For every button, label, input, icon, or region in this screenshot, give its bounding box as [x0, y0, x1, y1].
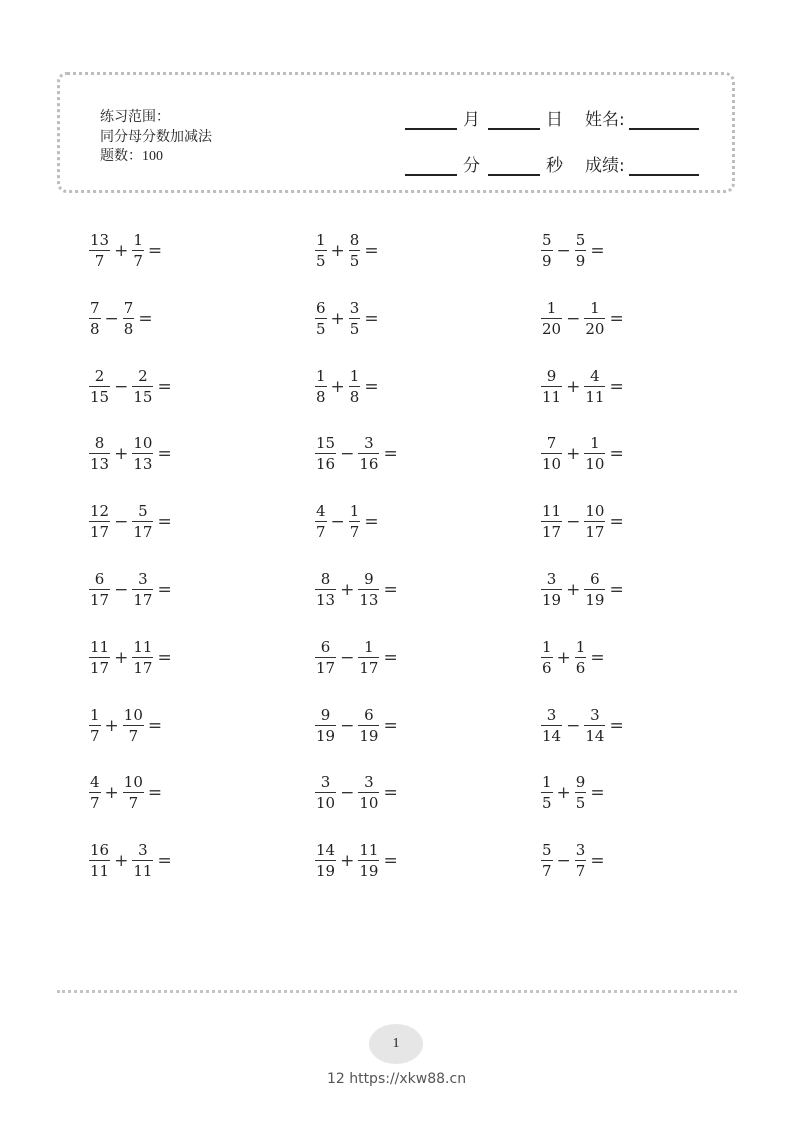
numerator: 11 — [542, 502, 562, 521]
denominator: 9 — [542, 252, 552, 270]
numerator: 8 — [349, 231, 360, 249]
month-blank[interactable] — [405, 110, 457, 130]
equals-sign: = — [590, 241, 605, 261]
equals-sign: = — [383, 851, 398, 872]
numerator: 12 — [90, 502, 110, 521]
equals-sign: = — [383, 580, 398, 600]
denominator: 11 — [90, 862, 110, 881]
equals-sign: = — [383, 647, 398, 668]
fraction-b — [358, 572, 379, 608]
fraction-b — [584, 572, 605, 608]
second-blank[interactable] — [488, 156, 540, 176]
numerator: 10 — [123, 705, 143, 724]
equals-sign: = — [157, 851, 172, 872]
denominator: 5 — [349, 252, 360, 270]
equals-sign: = — [590, 851, 605, 872]
fraction-a — [541, 298, 562, 338]
denominator: 13 — [90, 455, 110, 474]
numerator: 3 — [320, 773, 331, 792]
equals-sign: = — [609, 308, 624, 329]
fraction-b — [575, 775, 587, 811]
fraction-a — [315, 298, 327, 338]
fraction-b — [132, 637, 153, 677]
equals-sign: = — [364, 241, 379, 261]
fraction-a — [541, 572, 562, 608]
numerator: 3 — [364, 773, 374, 792]
denominator: 20 — [542, 319, 562, 338]
fraction-b — [349, 233, 361, 269]
numerator: 4 — [590, 366, 600, 385]
fraction-problem — [315, 705, 398, 745]
fraction-b — [132, 843, 153, 879]
operator: + — [340, 851, 355, 872]
equals-sign: = — [590, 783, 605, 804]
denominator: 11 — [133, 862, 153, 881]
minute-label: 分 — [463, 156, 480, 176]
fraction-problem — [541, 705, 624, 745]
fraction-problem — [89, 436, 172, 472]
numerator: 3 — [590, 705, 600, 724]
fraction-problem — [541, 233, 605, 269]
fraction-a — [315, 637, 336, 677]
numerator: 6 — [590, 570, 600, 588]
numerator: 1 — [133, 231, 143, 249]
denominator: 7 — [90, 794, 100, 813]
numerator: 4 — [90, 773, 100, 792]
denominator: 8 — [316, 387, 326, 406]
numerator: 6 — [320, 637, 331, 656]
operator: − — [104, 308, 119, 329]
numerator: 11 — [359, 841, 379, 860]
equals-sign: = — [157, 580, 172, 600]
fraction-a — [315, 843, 336, 879]
fraction-a — [541, 705, 562, 745]
score-blank[interactable] — [629, 156, 699, 176]
denominator: 10 — [585, 455, 605, 474]
denominator: 13 — [359, 591, 379, 609]
time-score-row — [405, 151, 699, 176]
fraction-a — [89, 436, 110, 472]
denominator: 19 — [316, 862, 336, 881]
operator: − — [340, 783, 355, 804]
numerator: 2 — [94, 366, 105, 385]
fraction-b — [575, 637, 587, 677]
operator: − — [556, 241, 571, 261]
fraction-b — [584, 705, 605, 745]
fraction-problem — [315, 572, 398, 608]
fraction-a — [89, 775, 101, 811]
denominator: 17 — [133, 591, 153, 609]
denominator: 5 — [349, 319, 360, 338]
fraction-problem — [315, 298, 379, 338]
equals-sign: = — [138, 308, 153, 329]
operator: − — [114, 376, 129, 397]
denominator: 19 — [359, 862, 379, 881]
fraction-problem — [315, 843, 398, 879]
fraction-problem — [89, 843, 172, 879]
denominator: 19 — [359, 726, 379, 745]
fraction-problem — [541, 436, 624, 472]
date-name-row — [405, 105, 699, 130]
equals-sign: = — [383, 783, 398, 804]
numerator: 5 — [575, 231, 586, 249]
operator: − — [114, 512, 129, 533]
numerator: 3 — [575, 841, 586, 860]
equals-sign: = — [383, 715, 398, 736]
fraction-problem — [315, 436, 398, 472]
denominator: 9 — [575, 252, 586, 270]
fraction-problem — [315, 775, 398, 811]
equals-sign: = — [147, 783, 163, 804]
fraction-b — [584, 436, 605, 472]
fraction-a — [315, 504, 327, 540]
fraction-problem — [315, 366, 379, 406]
name-label: 姓名: — [585, 110, 625, 130]
numerator: 6 — [94, 570, 105, 588]
worksheet-header — [57, 72, 735, 193]
numerator: 7 — [546, 434, 557, 453]
fraction-a — [89, 705, 101, 745]
range-value: 同分母分数加减法 — [100, 129, 212, 145]
numerator: 5 — [138, 502, 148, 521]
numerator: 10 — [123, 773, 143, 792]
numerator: 2 — [138, 366, 148, 385]
operator: + — [566, 580, 581, 600]
question-count: 题数：100 — [100, 149, 163, 164]
fraction-a — [315, 572, 336, 608]
equals-sign: = — [147, 241, 163, 261]
fraction-problem — [541, 504, 624, 540]
numerator: 15 — [316, 434, 336, 453]
denominator: 7 — [128, 794, 139, 813]
denominator: 8 — [349, 387, 360, 406]
denominator: 17 — [359, 658, 379, 677]
equals-sign: = — [590, 647, 605, 668]
operator: + — [566, 444, 581, 465]
minute-blank[interactable] — [405, 156, 457, 176]
fraction-a — [89, 298, 101, 338]
denominator: 14 — [585, 726, 605, 745]
fraction-problem — [89, 572, 172, 608]
numerator: 3 — [546, 705, 557, 724]
denominator: 17 — [133, 523, 153, 542]
numerator: 1 — [364, 637, 374, 656]
denominator: 7 — [94, 252, 105, 270]
operator: + — [114, 851, 129, 872]
numerator: 1 — [316, 366, 326, 385]
fraction-a — [89, 366, 110, 406]
numerator: 8 — [320, 570, 331, 588]
fraction-a — [315, 436, 336, 472]
equals-sign: = — [157, 444, 172, 465]
score-label: 成绩: — [585, 156, 625, 176]
denominator: 16 — [316, 455, 336, 474]
fraction-b — [575, 233, 587, 269]
numerator: 11 — [133, 637, 153, 656]
denominator: 16 — [359, 455, 379, 474]
operator: − — [566, 512, 581, 533]
operator: + — [104, 715, 119, 736]
fraction-b — [584, 504, 605, 540]
denominator: 7 — [133, 252, 143, 270]
footer-divider — [57, 990, 737, 993]
fraction-problem — [89, 705, 163, 745]
fraction-problem — [89, 298, 153, 338]
numerator: 13 — [90, 231, 110, 249]
fraction-b — [132, 233, 144, 269]
fraction-problem — [541, 637, 605, 677]
fraction-problem — [89, 637, 172, 677]
equals-sign: = — [364, 376, 379, 397]
numerator: 3 — [138, 570, 148, 588]
operator: − — [556, 851, 571, 872]
numerator: 9 — [546, 366, 557, 385]
numerator: 9 — [575, 773, 586, 792]
fraction-a — [89, 637, 110, 677]
numerator: 7 — [90, 298, 100, 317]
denominator: 17 — [133, 658, 153, 677]
fraction-b — [358, 843, 379, 879]
fraction-b — [132, 366, 153, 406]
equals-sign: = — [157, 376, 172, 397]
fraction-b — [584, 298, 605, 338]
fraction-b — [358, 436, 379, 472]
fraction-a — [89, 843, 110, 879]
equals-sign: = — [609, 715, 624, 736]
denominator: 7 — [542, 862, 552, 881]
equals-sign: = — [609, 444, 624, 465]
operator: − — [566, 308, 581, 329]
fraction-a — [89, 504, 110, 540]
fraction-a — [541, 775, 553, 811]
operator: + — [556, 647, 571, 668]
denominator: 6 — [575, 658, 586, 677]
operator: − — [566, 715, 581, 736]
equals-sign: = — [364, 308, 379, 329]
operator: + — [566, 376, 581, 397]
fraction-a — [89, 572, 110, 608]
fraction-a — [541, 233, 553, 269]
equals-sign: = — [147, 715, 163, 736]
numerator: 1 — [542, 773, 552, 792]
numerator: 9 — [364, 570, 374, 588]
denominator: 17 — [90, 658, 110, 677]
numerator: 1 — [546, 298, 557, 317]
numerator: 5 — [542, 841, 552, 860]
fraction-problem — [315, 637, 398, 677]
fraction-problem — [89, 504, 172, 540]
denominator: 10 — [542, 455, 562, 474]
day-blank[interactable] — [488, 110, 540, 130]
denominator: 7 — [128, 726, 139, 745]
equals-sign: = — [609, 580, 624, 600]
denominator: 6 — [542, 658, 552, 677]
numerator: 7 — [123, 298, 134, 317]
denominator: 7 — [575, 862, 586, 881]
numerator: 11 — [90, 637, 110, 656]
denominator: 20 — [585, 319, 605, 338]
numerator: 6 — [364, 705, 374, 724]
second-label: 秒 — [546, 156, 563, 176]
operator: − — [340, 647, 355, 668]
operator: + — [330, 376, 345, 397]
name-blank[interactable] — [629, 110, 699, 130]
numerator: 14 — [316, 841, 336, 860]
denominator: 11 — [585, 387, 605, 406]
denominator: 17 — [316, 658, 336, 677]
numerator: 1 — [349, 366, 360, 385]
operator: + — [114, 647, 129, 668]
equals-sign: = — [383, 444, 398, 465]
operator: − — [340, 715, 355, 736]
day-label: 日 — [546, 110, 563, 130]
denominator: 15 — [90, 387, 110, 406]
site-url: 12 https://xkw88.cn — [326, 1071, 467, 1087]
operator: − — [114, 580, 129, 600]
numerator: 10 — [133, 434, 153, 453]
numerator: 6 — [316, 298, 326, 317]
operator: + — [104, 783, 119, 804]
denominator: 10 — [316, 794, 336, 813]
equals-sign: = — [157, 647, 172, 668]
fraction-b — [349, 298, 361, 338]
numerator: 8 — [94, 434, 105, 453]
fraction-a — [541, 843, 553, 879]
fraction-problem — [541, 572, 624, 608]
fraction-b — [132, 572, 153, 608]
numerator: 1 — [590, 434, 600, 453]
denominator: 19 — [542, 591, 562, 609]
fraction-b — [349, 366, 361, 406]
denominator: 19 — [316, 726, 336, 745]
fraction-b — [584, 366, 605, 406]
denominator: 8 — [90, 319, 100, 338]
fraction-problem — [541, 843, 605, 879]
practice-range — [100, 107, 212, 167]
operator: + — [330, 308, 345, 329]
denominator: 7 — [349, 523, 360, 542]
numerator: 5 — [542, 231, 552, 249]
range-label: 练习范围： — [100, 109, 170, 125]
operator: + — [114, 444, 129, 465]
denominator: 17 — [542, 523, 562, 542]
numerator: 4 — [316, 502, 326, 521]
fraction-a — [541, 366, 562, 406]
denominator: 17 — [90, 591, 110, 609]
numerator: 3 — [546, 570, 557, 588]
denominator: 13 — [133, 455, 153, 474]
page-number: 1 — [369, 1024, 423, 1064]
denominator: 17 — [90, 523, 110, 542]
numerator: 3 — [364, 434, 374, 453]
numerator: 16 — [90, 841, 110, 860]
operator: + — [330, 241, 345, 261]
equals-sign: = — [364, 512, 379, 533]
denominator: 11 — [542, 387, 562, 406]
operator: + — [340, 580, 355, 600]
denominator: 7 — [90, 726, 100, 745]
fraction-problem — [541, 775, 605, 811]
fraction-problem — [315, 233, 379, 269]
fraction-problem — [541, 366, 624, 406]
fraction-a — [541, 436, 562, 472]
numerator: 1 — [575, 637, 586, 656]
operator: + — [556, 783, 571, 804]
fraction-problem — [89, 775, 162, 811]
fraction-problem — [315, 504, 379, 540]
fraction-a — [315, 705, 336, 745]
denominator: 17 — [585, 523, 605, 542]
fraction-a — [89, 233, 110, 269]
fraction-a — [315, 366, 327, 406]
numerator: 3 — [349, 298, 360, 317]
denominator: 5 — [542, 794, 552, 813]
numerator: 1 — [349, 502, 360, 521]
denominator: 14 — [542, 726, 562, 745]
fraction-b — [123, 775, 144, 811]
denominator: 5 — [316, 252, 326, 270]
numerator: 10 — [585, 502, 605, 521]
fraction-a — [541, 504, 562, 540]
denominator: 5 — [316, 319, 326, 338]
denominator: 10 — [359, 794, 379, 813]
equals-sign: = — [609, 512, 624, 533]
numerator: 1 — [590, 298, 600, 317]
fraction-a — [315, 775, 336, 811]
fraction-b — [123, 705, 144, 745]
fraction-b — [132, 436, 153, 472]
month-label: 月 — [463, 110, 480, 130]
fraction-b — [358, 705, 379, 745]
fraction-problem — [89, 366, 172, 406]
denominator: 5 — [575, 794, 586, 813]
numerator: 1 — [542, 637, 552, 656]
numerator: 9 — [320, 705, 331, 724]
numerator: 1 — [316, 231, 326, 249]
numerator: 3 — [138, 841, 148, 860]
equals-sign: = — [157, 512, 172, 533]
fraction-b — [123, 298, 135, 338]
fraction-problem — [541, 298, 624, 338]
fraction-b — [349, 504, 361, 540]
fraction-a — [315, 233, 327, 269]
fraction-b — [132, 504, 153, 540]
operator: + — [114, 241, 129, 261]
fraction-a — [541, 637, 553, 677]
denominator: 19 — [585, 591, 605, 609]
denominator: 7 — [316, 523, 326, 542]
equals-sign: = — [609, 376, 624, 397]
fraction-b — [358, 637, 379, 677]
fraction-problem — [89, 233, 162, 269]
numerator: 1 — [90, 705, 100, 724]
denominator: 8 — [123, 319, 134, 338]
denominator: 13 — [316, 591, 336, 609]
operator: − — [330, 512, 345, 533]
fraction-b — [358, 775, 379, 811]
operator: − — [340, 444, 355, 465]
fraction-b — [575, 843, 587, 879]
denominator: 15 — [133, 387, 153, 406]
